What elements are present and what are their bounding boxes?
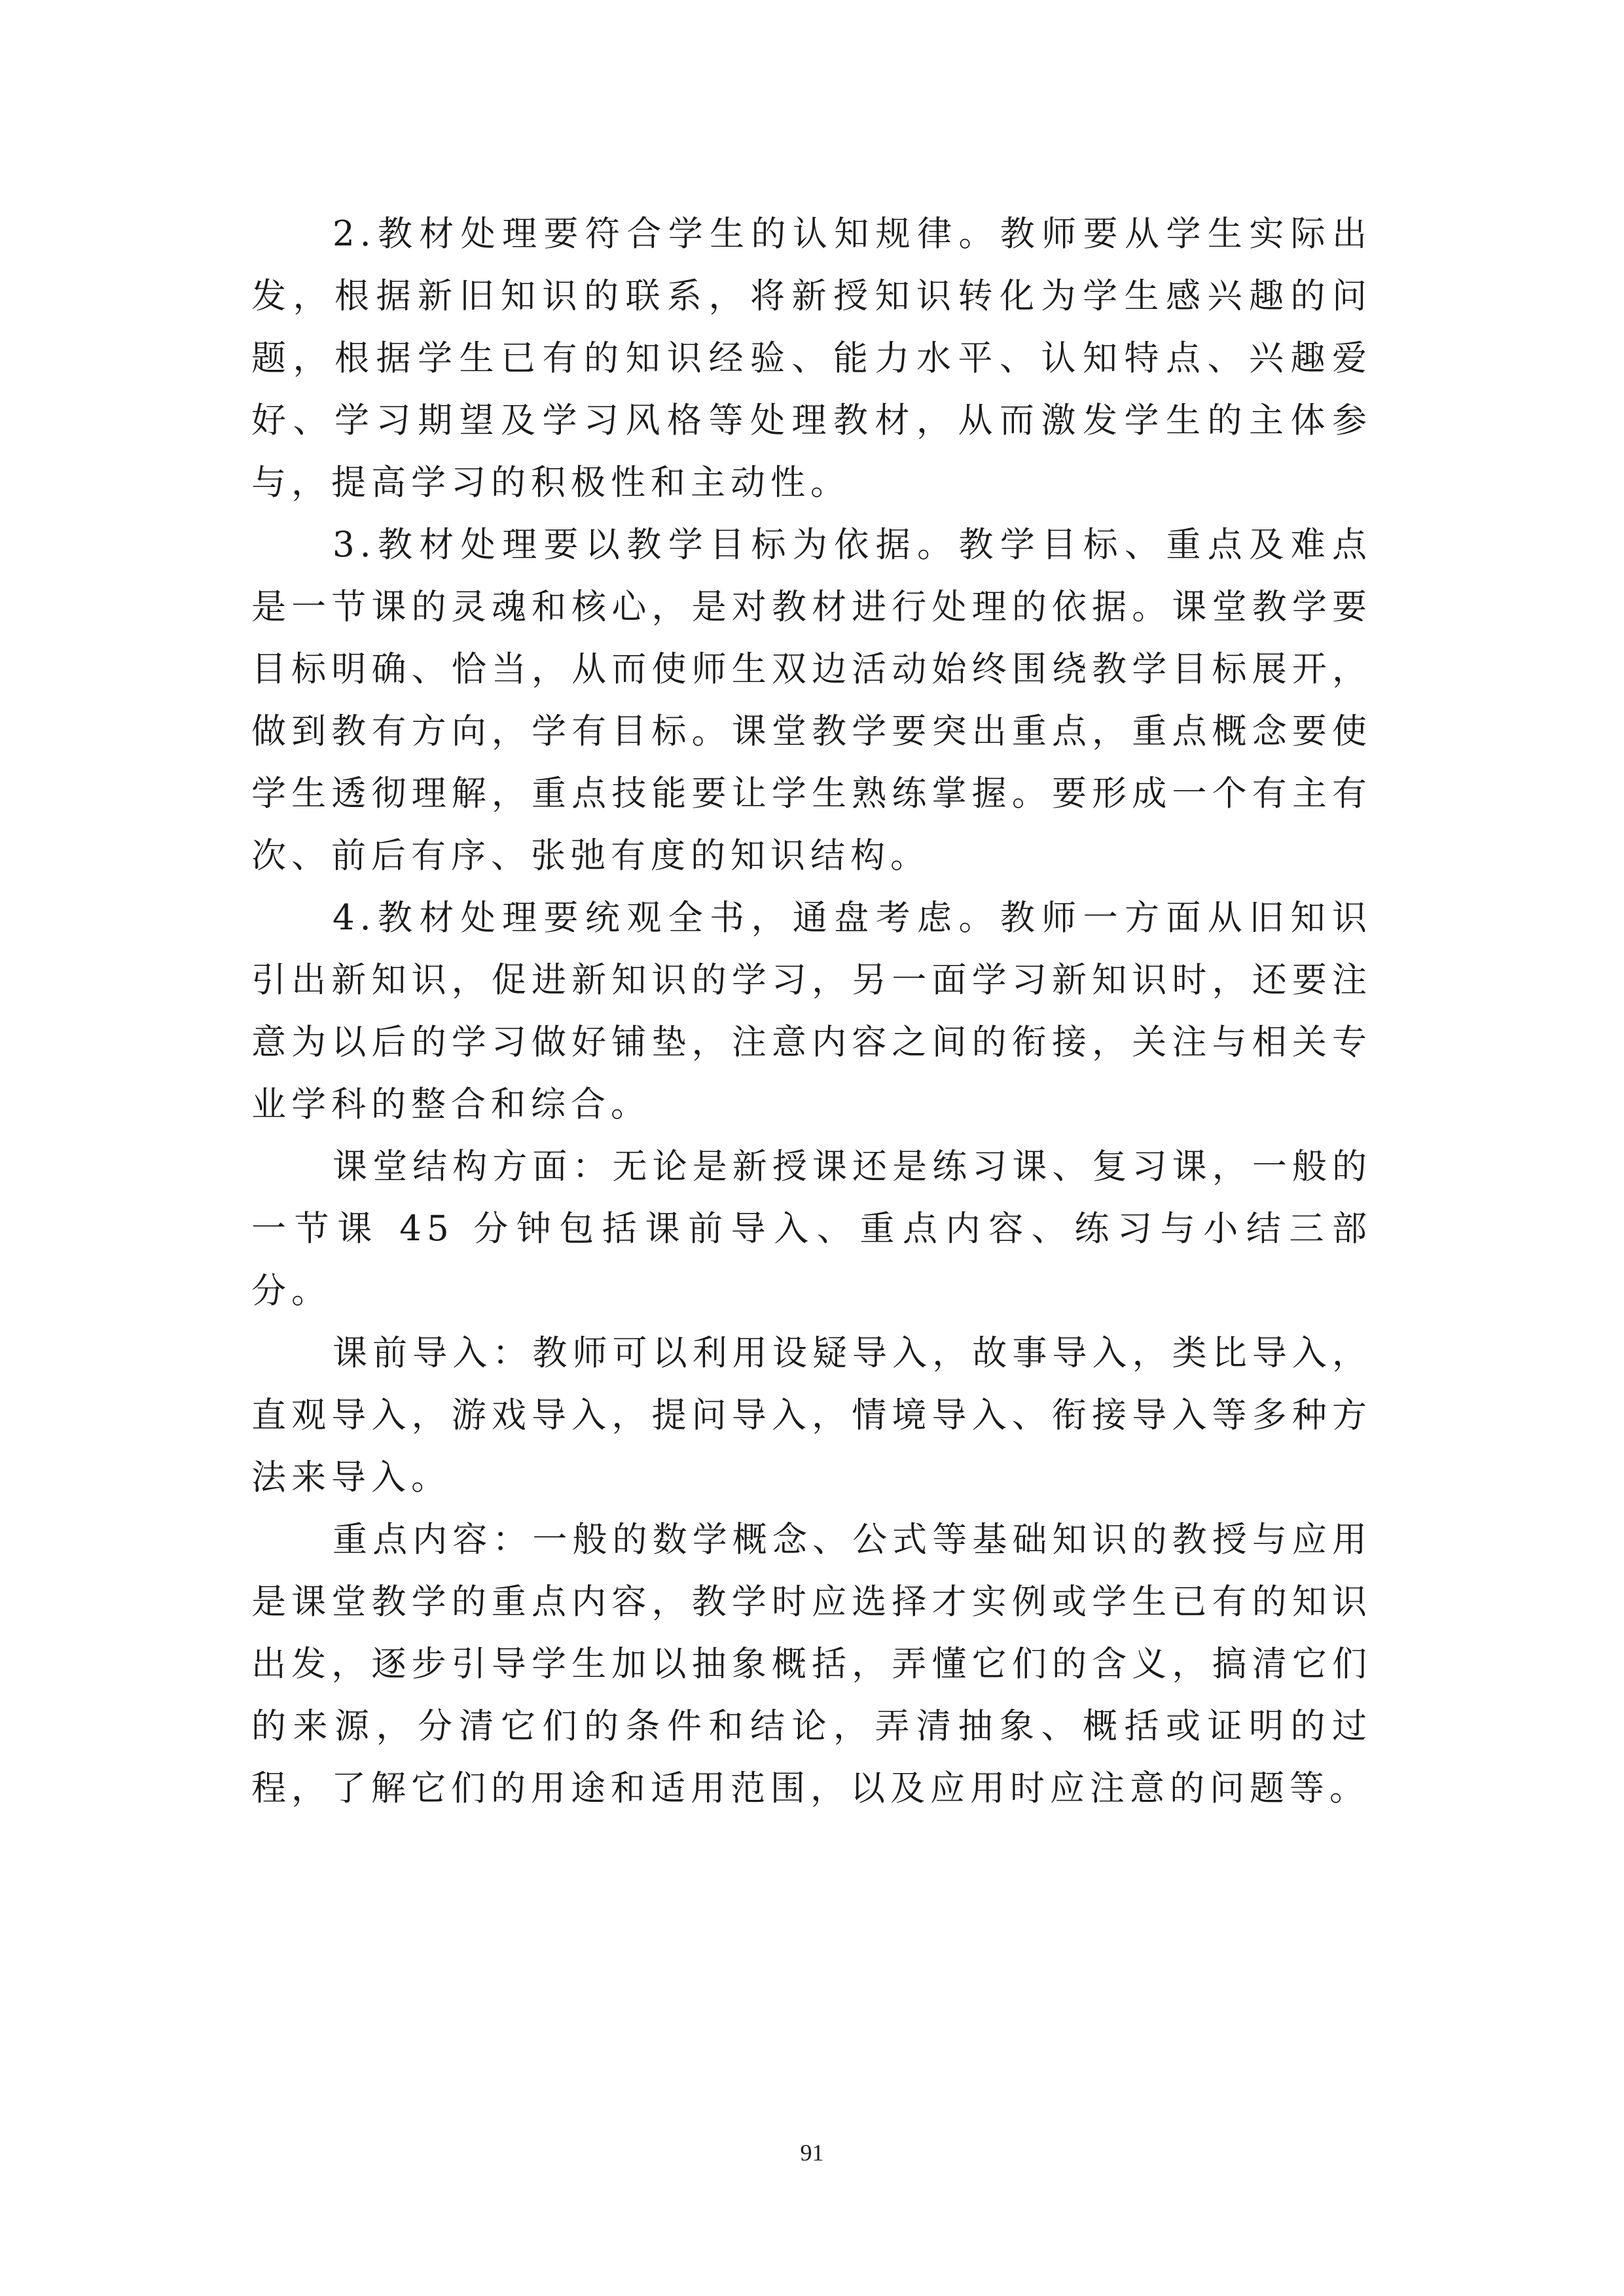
paragraph-3-teaching-objectives: 3.教材处理要以教学目标为依据。教学目标、重点及难点是一节课的灵魂和核心，是对教材进行处理的依据。课堂教学要目标明确、恰当，从而使师生双边活动始终围绕教学目标展开，做到教有方向，学有目标。课堂教学要突出重点，重点概念要使学生透彻理解，重点技能要让学生熟练掌握。要形成一个有主有次、前后有序、张弛有度的知识结构。	[251, 525, 1372, 876]
paragraph-4-whole-book: 4.教材处理要统观全书，通盘考虑。教师一方面从旧知识引出新知识，促进新知识的学习，另一面学习新知识时，还要注意为以后的学习做好铺垫，注意内容之间的衔接，关注与相关专业学科的整合和综合。	[251, 898, 1372, 1124]
paragraph-class-structure: 课堂结构方面：无论是新授课还是练习课、复习课，一般的一节课 45 分钟包括课前导入、重点内容、练习与小结三部分。	[251, 1147, 1372, 1311]
paragraph-key-content: 重点内容：一般的数学概念、公式等基础知识的教授与应用是课堂教学的重点内容，教学时应选择才实例或学生已有的知识出发，逐步引导学生加以抽象概括，弄懂它们的含义，搞清它们的来源，分清它们的条件和结论，弄清抽象、概括或证明的过程，了解它们的用途和适用范围，以及应用时应注意的问题等。	[251, 1520, 1372, 1808]
page-number: 91	[800, 2140, 824, 2166]
paragraph-2-textbook-cognitive: 2.教材处理要符合学生的认知规律。教师要从学生实际出发，根据新旧知识的联系，将新授知识转化为学生感兴趣的问题，根据学生已有的知识经验、能力水平、认知特点、兴趣爱好、学习期望及学习风格等处理教材，从而激发学生的主体参与，提高学习的积极性和主动性。	[251, 214, 1372, 503]
paragraph-lesson-intro: 课前导入：教师可以利用设疑导入，故事导入，类比导入，直观导入，游戏导入，提问导入，情境导入、衔接导入等多种方法来导入。	[251, 1333, 1372, 1498]
body-text	[251, 203, 1372, 1820]
